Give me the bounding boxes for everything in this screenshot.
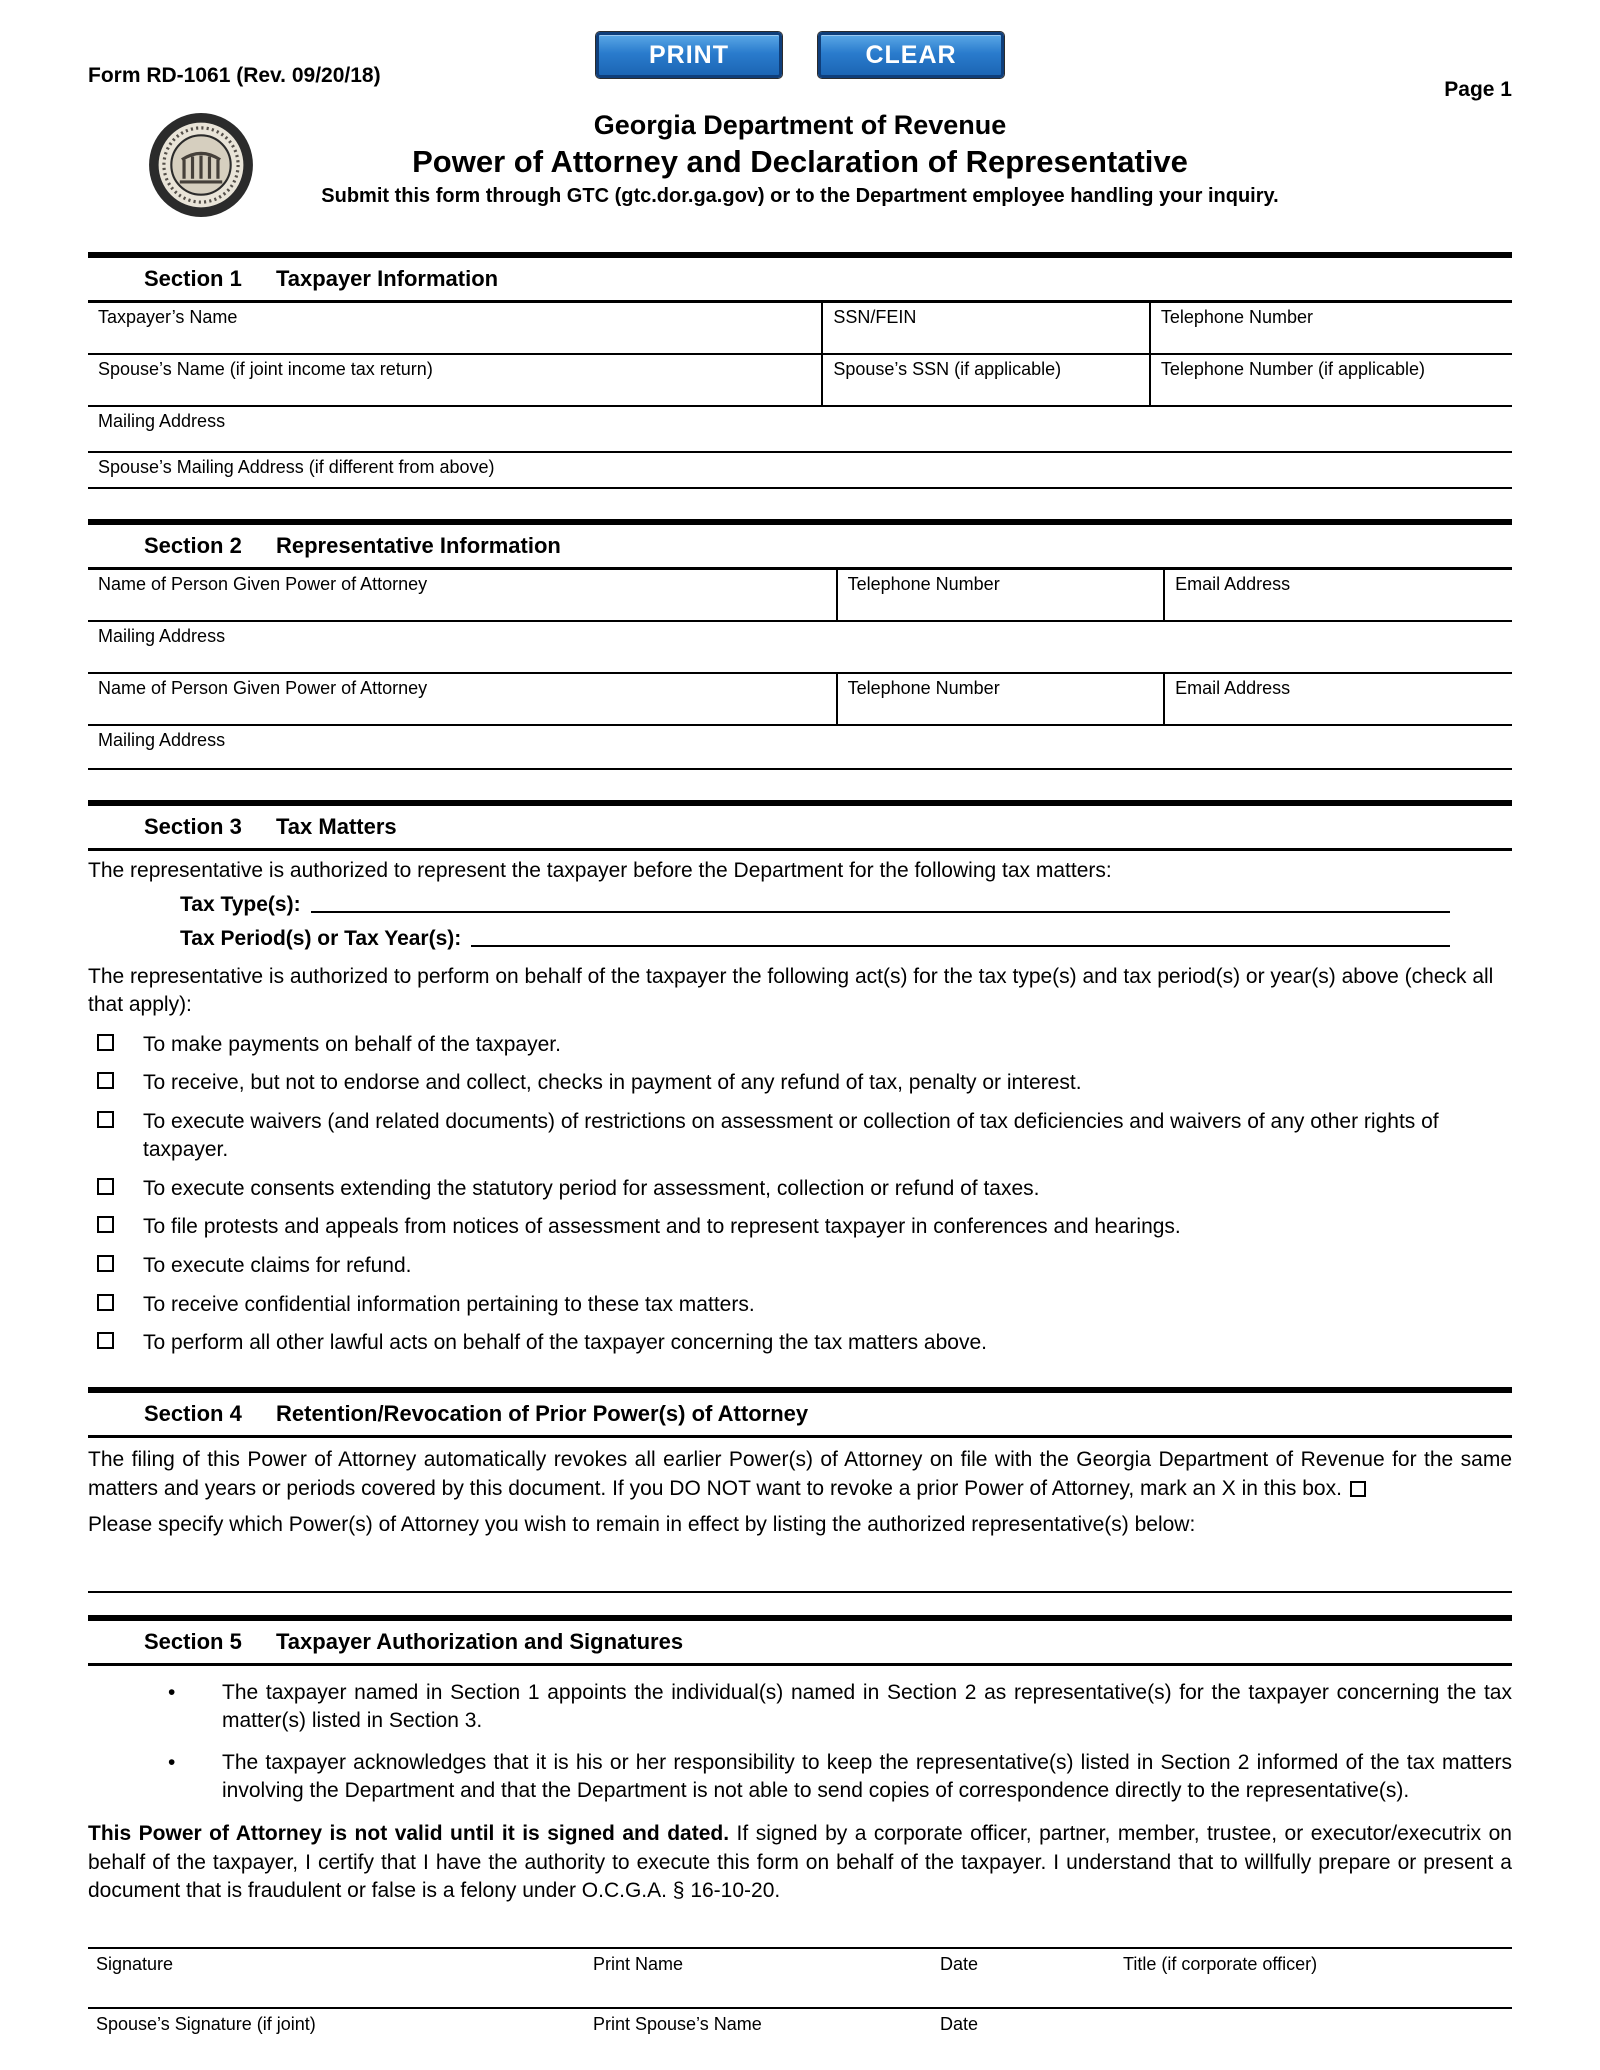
acts-intro: The representative is authorized to perform on behalf of the taxpayer the following act(s) for the tax type(s) and tax period(s) or year(s) above (check all that apply): (88, 965, 1494, 1017)
mailing-address-field[interactable] (88, 407, 1512, 451)
spouse-mailing-address-field[interactable] (88, 453, 1512, 487)
form-action-buttons (596, 32, 1004, 78)
validity-bold-text: This Power of Attorney is not valid until it is signed and dated. (88, 1822, 730, 1846)
form-number: Form RD-1061 (Rev. 09/20/18) (88, 64, 381, 87)
table-row (88, 726, 1512, 770)
acts-checklist (88, 1031, 1512, 1367)
act-label: To execute claims for refund. (143, 1254, 412, 1277)
list-item (88, 1108, 1512, 1163)
taxpayer-signature-row[interactable] (88, 1947, 1512, 1979)
date-label: Date (940, 2014, 979, 2035)
form-title: Power of Attorney and Declaration of Representative (412, 144, 1188, 179)
spouse-signature-label: Spouse’s Signature (if joint) (96, 2014, 316, 2035)
agency-name: Georgia Department of Revenue (593, 110, 1007, 140)
act-checkbox-5[interactable] (97, 1216, 114, 1233)
act-label: To receive, but not to endorse and collect, checks in payment of any refund of tax, penalty or interest. (143, 1071, 1082, 1095)
representative2-telephone-field[interactable] (836, 674, 1164, 724)
taxpayer-name-field[interactable] (88, 303, 821, 353)
spouse-signature-row[interactable] (88, 2007, 1512, 2039)
act-checkbox-2[interactable] (97, 1072, 114, 1089)
tax-types-input[interactable] (311, 893, 1450, 913)
spouse-name-label: Spouse’s Name (if joint income tax return) (98, 359, 433, 379)
table-row (88, 622, 1512, 674)
act-checkbox-4[interactable] (97, 1178, 114, 1195)
print-name-label: Print Name (593, 1954, 684, 1975)
telephone-field[interactable] (1149, 303, 1512, 353)
list-item (88, 1329, 1512, 1357)
section1-title: Taxpayer Information (276, 266, 499, 291)
georgia-seal (148, 112, 254, 218)
table-row (88, 570, 1512, 622)
section3-header (88, 800, 1512, 851)
tax-types-label: Tax Type(s): (180, 893, 301, 916)
representative-email-label: Email Address (1175, 678, 1291, 698)
representative-name-label: Name of Person Given Power of Attorney (98, 574, 428, 594)
section2-number: Section 2 (144, 533, 242, 558)
section3-number: Section 3 (144, 814, 242, 839)
act-checkbox-6[interactable] (97, 1255, 114, 1272)
act-label: To receive confidential information pertaining to these tax matters. (143, 1292, 755, 1316)
tax-periods-label: Tax Period(s) or Tax Year(s): (180, 927, 462, 950)
validity-paragraph (88, 1820, 1512, 1905)
section4-body (88, 1446, 1512, 1593)
spouse-telephone-field[interactable] (1149, 355, 1512, 405)
ssn-fein-field[interactable] (821, 303, 1149, 353)
prior-poa-list-field[interactable] (88, 1537, 1512, 1593)
bullet-icon: • (168, 1750, 176, 1774)
representative1-name-field[interactable] (88, 570, 836, 620)
spouse-name-field[interactable] (88, 355, 821, 405)
spouse-ssn-field[interactable] (821, 355, 1149, 405)
representative-name-label: Name of Person Given Power of Attorney (98, 678, 428, 698)
section2-title: Representative Information (276, 533, 561, 558)
no-revoke-checkbox[interactable] (1350, 1481, 1366, 1497)
list-item (88, 1031, 1512, 1059)
list-item (88, 1291, 1512, 1319)
table-row (88, 407, 1512, 453)
section5-header (88, 1615, 1512, 1666)
representative2-email-field[interactable] (1163, 674, 1512, 724)
section3-body (88, 859, 1512, 1367)
revocation-paragraph (88, 1446, 1512, 1503)
representative-email-label: Email Address (1175, 574, 1291, 594)
list-item (88, 1213, 1512, 1241)
signature-area (88, 1947, 1512, 2039)
taxpayer-name-label: Taxpayer’s Name (98, 307, 238, 327)
act-checkbox-8[interactable] (97, 1332, 114, 1349)
title-label: Title (if corporate officer) (1123, 1954, 1318, 1975)
act-label: To make payments on behalf of the taxpayer. (143, 1032, 561, 1056)
validity-rest-text: If signed by a corporate officer, partner, member, trustee, or executor/executrix on behalf of the taxpayer, I certify that I have the authority to execute this form on behalf of the taxpayer. I understand that to willfully prepare or present a document that is fraudulent or false is a felony under O.C.G.A. § 16-10-20. (88, 1822, 1512, 1902)
act-checkbox-7[interactable] (97, 1294, 114, 1311)
section4-number: Section 4 (144, 1401, 242, 1427)
representative-telephone-label: Telephone Number (847, 678, 1000, 698)
act-checkbox-3[interactable] (97, 1111, 114, 1128)
list-item (88, 1175, 1512, 1203)
representative-telephone-label: Telephone Number (847, 574, 1000, 594)
section4-header (88, 1387, 1512, 1438)
section1-header (88, 252, 1512, 303)
list-item (88, 1749, 1512, 1806)
section2-table (88, 570, 1512, 770)
tax-types-row (180, 893, 1512, 917)
page-number-label: Page 1 (1444, 78, 1512, 101)
ssn-fein-label: SSN/FEIN (833, 307, 917, 327)
print-button[interactable]: PRINT (596, 32, 782, 78)
bullet-icon: • (168, 1680, 176, 1704)
form-instruction: Submit this form through GTC (gtc.dor.ga.gov) or to the Department employee handling your inquiry. (321, 185, 1279, 207)
telephone-label: Telephone Number (1160, 307, 1313, 327)
section5-body (88, 1679, 1512, 1905)
specify-instruction: Please specify which Power(s) of Attorney you wish to remain in effect by listing the authorized representative(s) below: (88, 1512, 1196, 1536)
act-label: To file protests and appeals from notices of assessment and to represent taxpayer in conferences and hearings. (143, 1215, 1181, 1239)
act-label: To execute waivers (and related documents) of restrictions on assessment or collection of tax deficiencies and waivers of any other rights of taxpayer. (143, 1110, 1439, 1161)
authorization-bullet: The taxpayer acknowledges that it is his or her responsibility to keep the representative(s) listed in Section 2 informed of the tax matters involving the Department and that the Department is not able to send copies of correspondence directly to the representative(s). (222, 1750, 1512, 1802)
representative-mailing-label: Mailing Address (98, 626, 226, 646)
section1-number: Section 1 (144, 266, 242, 291)
spouse-telephone-label: Telephone Number (if applicable) (1160, 359, 1426, 379)
act-checkbox-1[interactable] (97, 1034, 114, 1051)
clear-button[interactable]: CLEAR (818, 32, 1004, 78)
section1-table (88, 303, 1512, 489)
list-item (88, 1679, 1512, 1736)
authorization-bullet: The taxpayer named in Section 1 appoints the individual(s) named in Section 2 as representative(s) for the taxpayer concerning the tax matter(s) listed in Section 3. (222, 1680, 1512, 1733)
list-item (88, 1069, 1512, 1097)
representative-mailing-label: Mailing Address (98, 730, 226, 750)
tax-periods-input[interactable] (471, 927, 1450, 947)
revocation-text: The filing of this Power of Attorney automatically revokes all earlier Power(s) of Attorney on file with the Georgia Department of Revenue for the same matters and years or periods covered by this document. If you DO NOT want to revoke a prior Power of Attorney, mark an X in this box. (88, 1448, 1512, 1500)
representative1-mailing-address-field[interactable] (88, 622, 1512, 672)
list-item (88, 1252, 1512, 1280)
print-spouse-name-label: Print Spouse’s Name (593, 2014, 762, 2035)
representative2-mailing-address-field[interactable] (88, 726, 1512, 768)
tax-periods-row (180, 927, 1512, 951)
table-row (88, 355, 1512, 407)
document-header (88, 110, 1512, 252)
spouse-mailing-address-label: Spouse’s Mailing Address (if different from above) (98, 457, 495, 477)
date-label: Date (940, 1954, 979, 1975)
representative1-email-field[interactable] (1163, 570, 1512, 620)
table-row (88, 303, 1512, 355)
representative1-telephone-field[interactable] (836, 570, 1164, 620)
table-row (88, 453, 1512, 489)
act-label: To execute consents extending the statutory period for assessment, collection or refund of taxes. (143, 1176, 1040, 1200)
section3-title: Tax Matters (276, 814, 397, 839)
spouse-ssn-label: Spouse’s SSN (if applicable) (833, 359, 1062, 379)
tax-matters-intro: The representative is authorized to represent the taxpayer before the Department for the following tax matters: (88, 859, 1112, 882)
representative2-name-field[interactable] (88, 674, 836, 724)
mailing-address-label: Mailing Address (98, 411, 226, 431)
top-bar (88, 30, 1512, 106)
section2-header (88, 519, 1512, 570)
section5-title: Taxpayer Authorization and Signatures (276, 1628, 684, 1654)
table-row (88, 674, 1512, 726)
signature-label: Signature (96, 1954, 174, 1975)
act-label: To perform all other lawful acts on behalf of the taxpayer concerning the tax matters above. (143, 1331, 987, 1355)
section4-title: Retention/Revocation of Prior Power(s) of Attorney (276, 1401, 809, 1427)
section5-number: Section 5 (144, 1628, 242, 1654)
